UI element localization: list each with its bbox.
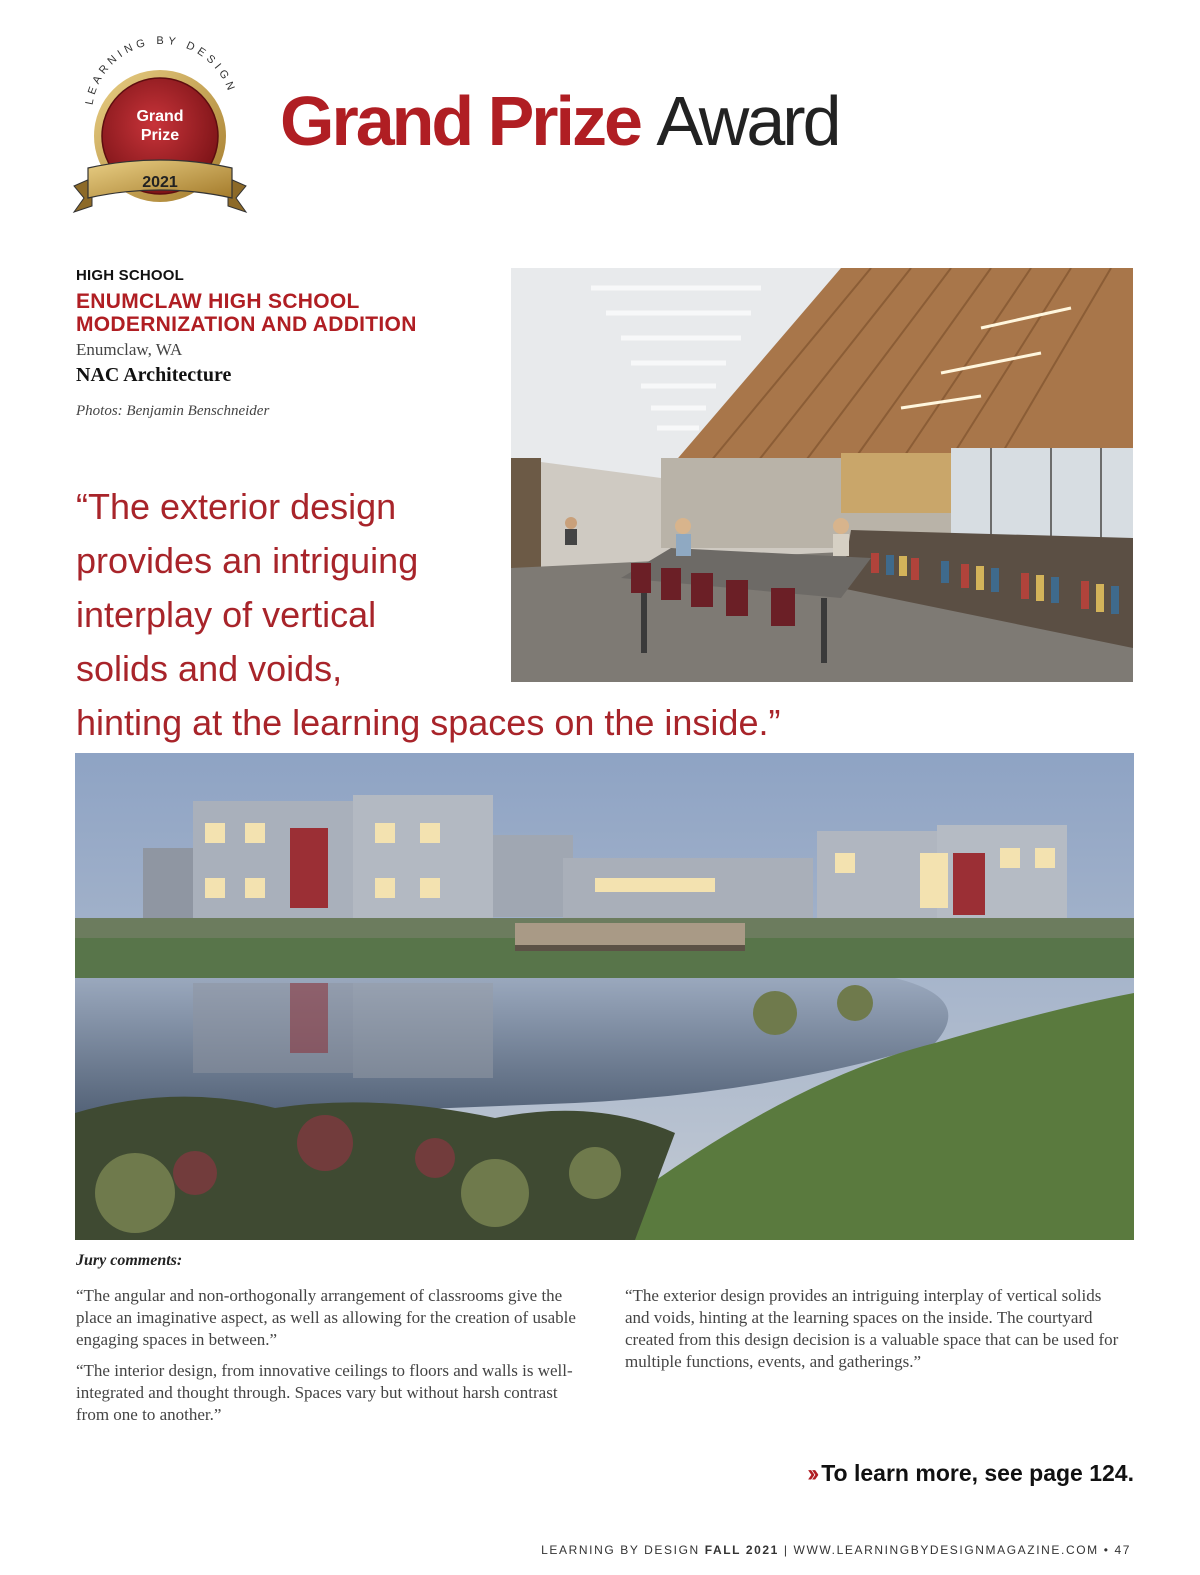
seal-line2: Prize	[140, 127, 180, 144]
project-location: Enumclaw, WA	[76, 340, 183, 359]
footer-separator: |	[783, 1543, 789, 1557]
seal-line1: Grand	[136, 108, 184, 125]
footer-issue: FALL 2021	[704, 1543, 779, 1557]
jury-comment: “The angular and non-orthogonally arrangement of classrooms give the place an imaginative aspect, as well as allowing for the creation of usable engaging spaces in between.”	[76, 1286, 576, 1349]
jury-comments-right-column	[625, 1285, 1130, 1382]
pull-quote-line: solids and voids,	[76, 648, 343, 689]
jury-comment: “The exterior design provides an intriguing interplay of vertical solids and voids, hinting at the learning spaces on the inside. The courtyard created from this design decision is a valuable space that can be used for multiple functions, events, and gatherings.”	[625, 1286, 1119, 1371]
page-number: 47	[1114, 1543, 1131, 1557]
footer-bullet: •	[1103, 1543, 1110, 1557]
project-category: HIGH SCHOOL	[76, 267, 185, 284]
jury-comments-label: Jury comments:	[76, 1252, 183, 1269]
pull-quote	[76, 480, 780, 750]
seal-year: 2021	[142, 174, 178, 191]
learn-more-link[interactable]	[807, 1460, 1134, 1488]
project-title	[76, 290, 496, 336]
jury-comments-left-column	[76, 1285, 581, 1435]
exterior-courtyard-photo	[75, 753, 1134, 1240]
learn-more-text: To learn more, see page 124.	[821, 1460, 1134, 1486]
architecture-firm: NAC Architecture	[76, 364, 232, 386]
pull-quote-line: interplay of vertical	[76, 594, 377, 635]
chevron-right-icon: ››	[807, 1460, 816, 1487]
jury-comment: “The interior design, from innovative ceilings to floors and walls is well-integrated and thought through. Spaces vary but without harsh contrast from one to another.”	[76, 1361, 573, 1424]
project-title-line2: MODERNIZATION AND ADDITION	[76, 313, 417, 336]
pull-quote-line: “The exterior design	[76, 486, 397, 527]
pull-quote-line: provides an intriguing	[76, 540, 419, 581]
title-highlight: Grand Prize	[280, 82, 640, 160]
grand-prize-seal	[62, 36, 262, 226]
title-rest: Award	[656, 82, 839, 160]
footer-magazine: LEARNING BY DESIGN	[541, 1543, 700, 1557]
pull-quote-line: hinting at the learning spaces on the inside.”	[76, 702, 781, 743]
photo-credit: Photos: Benjamin Benschneider	[76, 403, 270, 419]
project-title-line1: ENUMCLAW HIGH SCHOOL	[76, 290, 360, 313]
page-footer	[541, 1543, 1131, 1557]
page-title	[280, 82, 839, 160]
seal-arc-text: LEARNING BY DESIGN	[83, 36, 238, 106]
footer-website[interactable]: WWW.LEARNINGBYDESIGNMAGAZINE.COM	[793, 1543, 1099, 1557]
